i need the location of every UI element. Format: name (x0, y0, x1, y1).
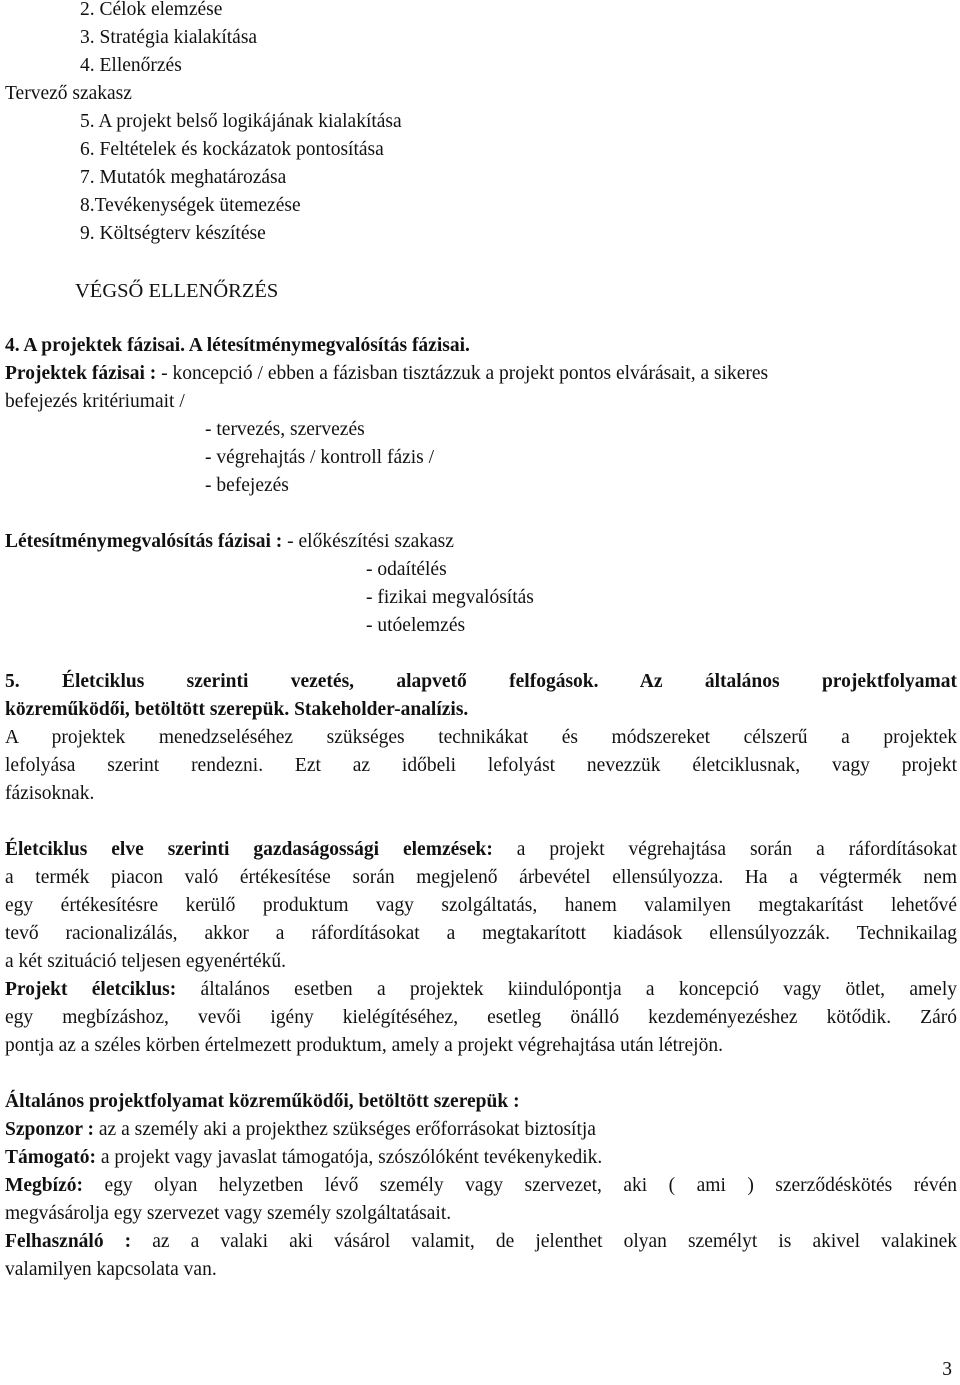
letesitmeny-item-3: - utóelemzés (366, 615, 466, 636)
outline-item-3: 3. Stratégia kialakítása (80, 27, 258, 48)
megbizo-line-1: Megbízó: egy olyan helyzetben lévő személy vagy szervezet, aki ( ami ) szerződéskötés révén (5, 1175, 957, 1196)
megbizo-line-2: megvásárolja egy szervezet vagy személy szolgáltatásait. (5, 1203, 452, 1224)
outline-item-4: 4. Ellenőrzés (80, 55, 182, 76)
outline-tervezo-szakasz: Tervező szakasz (5, 83, 132, 104)
gazdasagossag-line-3: egy értékesítésre kerülő produktum vagy szolgáltatás, hanem valamilyen megtakarítást lehetővé (5, 895, 957, 916)
intro-line-3: fázisoknak. (5, 783, 95, 804)
phase-item-1: - tervezés, szervezés (205, 419, 365, 440)
outline-item-5: 5. A projekt belső logikájának kialakítása (80, 111, 402, 132)
section4-heading: 4. A projektek fázisai. A létesítménymegvalósítás fázisai. (5, 335, 470, 356)
intro-line-1: A projektek menedzseléséhez szükséges technikákat és módszereket célszerű a projektek (5, 727, 957, 748)
letesitmeny-line: Létesítménymegvalósítás fázisai : - előkészítési szakasz (5, 531, 454, 552)
outline-item-7: 7. Mutatók meghatározása (80, 167, 287, 188)
phase-item-3: - befejezés (205, 475, 289, 496)
gazdasagossag-label: Életciklus elve szerinti gazdaságossági elemzések: (5, 839, 493, 860)
gazdasagossag-line-1: Életciklus elve szerinti gazdaságossági elemzések: a projekt végrehajtása során a ráfordításokat (5, 839, 957, 860)
phases-line-1: Projektek fázisai : - koncepció / ebben a fázisban tisztázzuk a projekt pontos elvárásait, a sikeres (5, 363, 769, 384)
letesitmeny-label: Létesítménymegvalósítás fázisai : (5, 531, 283, 552)
tamogato-label: Támogató: (5, 1147, 96, 1168)
gazdasagossag-line-5: a két szituáció teljesen egyenértékű. (5, 951, 286, 972)
megbizo-label: Megbízó: (5, 1175, 83, 1196)
section5-heading-1: 5. Életciklus szerinti vezetés, alapvető felfogások. Az általános projektfolyamat (5, 671, 957, 692)
phase-item-2: - végrehajtás / kontroll fázis / (205, 447, 435, 468)
felhasznalo-line-1: Felhasználó : az a valaki aki vásárol valamit, de jelenthet olyan személyt is akivel valakinek (5, 1231, 957, 1252)
roles-heading: Általános projektfolyamat közreműködői, betöltött szerepük : (5, 1091, 520, 1112)
gazdasagossag-line-2: a termék piacon való értékesítése során megjelenő árbevétel ellensúlyozza. Ha a végtermék nem (5, 867, 957, 888)
section5-heading-2: közreműködői, betöltött szerepük. Stakeholder-analízis. (5, 699, 469, 720)
eletciklus-line-3: pontja az a széles körben értelmezett produktum, amely a projekt végrehajtása után létrejön. (5, 1035, 723, 1056)
phases-line-2: befejezés kritériumait / (5, 391, 185, 412)
letesitmeny-item-1: - odaítélés (366, 559, 447, 580)
outline-item-6: 6. Feltételek és kockázatok pontosítása (80, 139, 384, 160)
eletciklus-label: Projekt életciklus: (5, 979, 177, 1000)
intro-line-2: lefolyása szerint rendezni. Ezt az időbeli lefolyást nevezzük életciklusnak, vagy projekt (5, 755, 957, 776)
tamogato-line: Támogató: a projekt vagy javaslat támogatója, szószólóként tevékenykedik. (5, 1147, 603, 1168)
page-number: 3 (942, 1359, 952, 1380)
szponzor-line: Szponzor : az a személy aki a projekthez szükséges erőforrásokat biztosítja (5, 1119, 596, 1140)
outline-item-9: 9. Költségterv készítése (80, 223, 266, 244)
gazdasagossag-line-4: tevő racionalizálás, akkor a ráfordításokat a megtakarított kiadások ellensúlyozzák. Technikailag (5, 923, 957, 944)
felhasznalo-line-2: valamilyen kapcsolata van. (5, 1259, 217, 1280)
szponzor-label: Szponzor : (5, 1119, 95, 1140)
eletciklus-line-2: egy megbízáshoz, vevői igény kielégítéséhez, esetleg önálló kezdeményezéshez kötődik. Záró (5, 1007, 957, 1028)
outline-vegso-ellenorzes: VÉGSŐ ELLENŐRZÉS (75, 280, 279, 302)
felhasznalo-label: Felhasználó : (5, 1231, 132, 1252)
eletciklus-line-1: Projekt életciklus: általános esetben a projektek kiindulópontja a koncepció vagy ötlet, amely (5, 979, 957, 1000)
outline-item-2: 2. Célok elemzése (80, 0, 223, 20)
outline-item-8: 8.Tevékenységek ütemezése (80, 195, 301, 216)
letesitmeny-item-2: - fizikai megvalósítás (366, 587, 534, 608)
phases-label: Projektek fázisai : (5, 363, 157, 384)
